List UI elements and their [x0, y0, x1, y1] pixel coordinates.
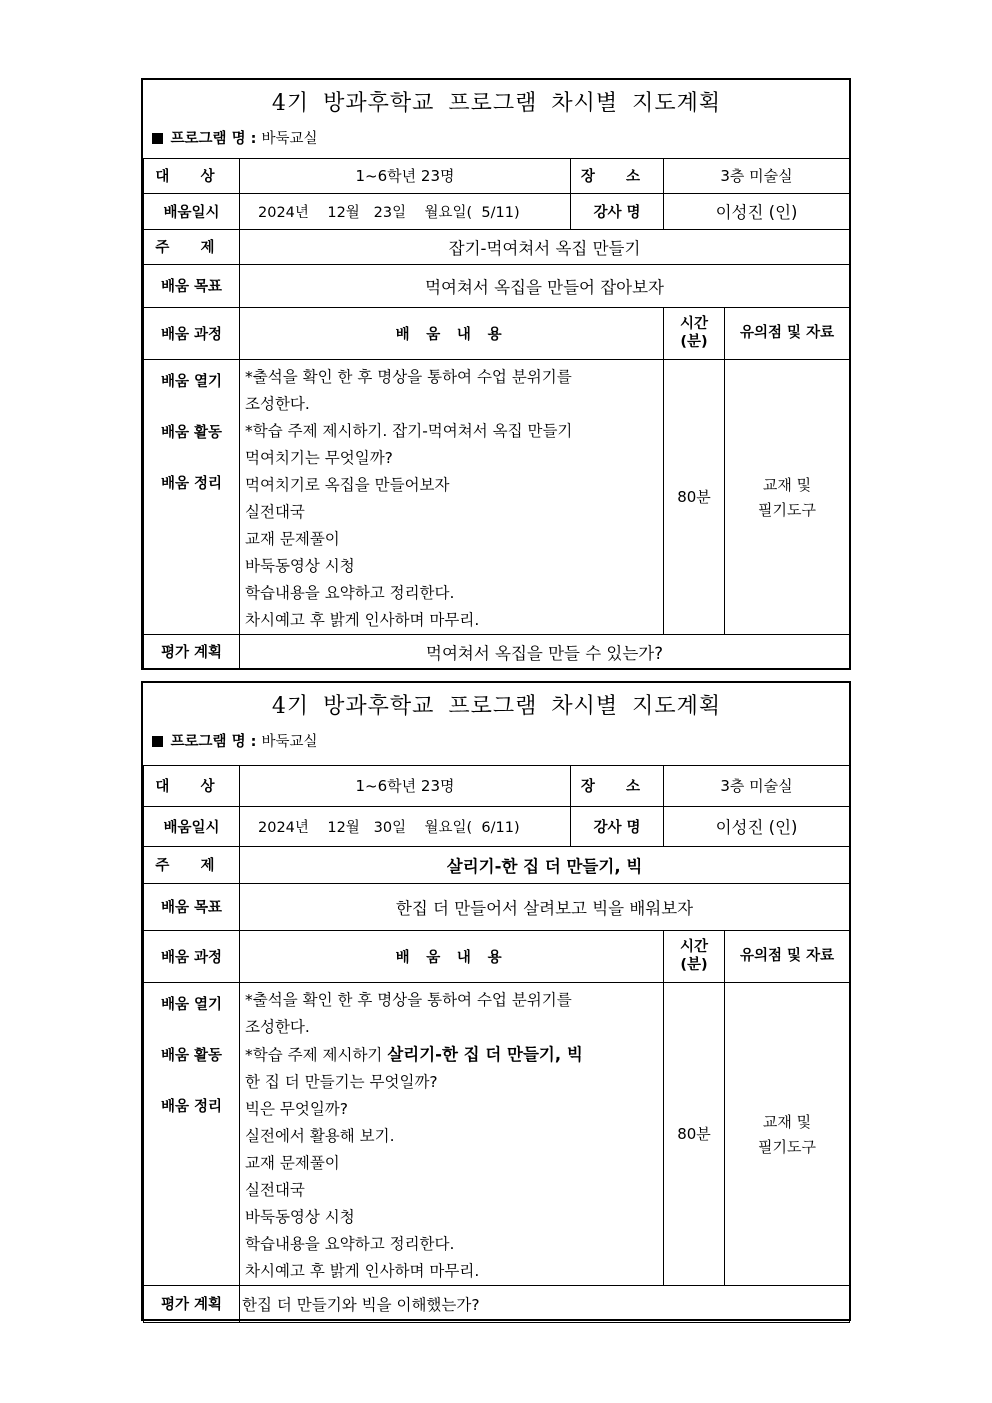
lesson-content-cell	[240, 359, 664, 634]
plan-table	[143, 80, 850, 670]
step-opening: 배움 열기	[160, 996, 223, 1013]
eval-value: 한집 더 만들기와 빅을 이해했는가?	[240, 1285, 850, 1322]
step-closing: 배움 정리	[160, 475, 223, 492]
materials-line: 필기도구	[758, 500, 816, 519]
content-line: 교재 문제풀이	[245, 529, 340, 548]
teacher-label: 강사 명	[571, 806, 664, 846]
content-line: 바둑동영상 시청	[245, 1207, 355, 1226]
materials-cell	[725, 359, 850, 634]
topic-label: 주 제	[144, 229, 240, 264]
place-value: 3층 미술실	[664, 158, 850, 193]
materials-cell	[725, 982, 850, 1285]
materials-line: 교재 및	[762, 475, 812, 494]
document-title: 4기 방과후학교 프로그램 차시별 지도계획	[271, 91, 722, 116]
content-line: 조성한다.	[245, 1017, 310, 1036]
topic-value: 살리기-한 집 더 만들기, 빅	[240, 846, 850, 883]
materials-line: 필기도구	[758, 1137, 816, 1156]
goal-label: 배움 목표	[144, 264, 240, 307]
black-square-icon	[152, 133, 163, 144]
date-label: 배움일시	[144, 193, 240, 229]
content-line: 조성한다.	[245, 394, 310, 413]
eval-label: 평가 계획	[144, 634, 240, 669]
program-name-line	[152, 730, 850, 751]
content-line: 학습내용을 요약하고 정리한다.	[245, 583, 455, 602]
content-line: *학습 주제 제시하기. 잡기-먹여쳐서 옥집 만들기	[245, 421, 573, 440]
place-label: 장 소	[571, 765, 664, 806]
content-line: 학습내용을 요약하고 정리한다.	[245, 1234, 455, 1253]
black-square-icon	[152, 736, 163, 747]
content-line: 실전대국	[245, 502, 305, 521]
time-header: 시간 (분)	[664, 930, 725, 982]
content-line: 차시예고 후 밝게 인사하며 마무리.	[245, 1261, 480, 1280]
content-line: 먹여치기로 옥집을 만들어보자	[245, 475, 450, 494]
place-label: 장 소	[571, 158, 664, 193]
content-line: *출석을 확인 한 후 명상을 통하여 수업 분위기를	[245, 367, 572, 386]
date-label: 배움일시	[144, 806, 240, 846]
topic-value: 잡기-먹여쳐서 옥집 만들기	[240, 229, 850, 264]
program-name-value: 바둑교실	[261, 131, 318, 147]
lesson-plan-2	[141, 681, 851, 1321]
content-header: 배 움 내 용	[240, 307, 664, 359]
content-line: 먹여치기는 무엇일까?	[245, 448, 393, 467]
time-value: 80분	[664, 359, 725, 634]
eval-label: 평가 계획	[144, 1285, 240, 1322]
content-line: 한 집 더 만들기는 무엇일까?	[245, 1072, 438, 1091]
content-line-part: *학습 주제 제시하기	[245, 1045, 388, 1064]
content-line: 바둑동영상 시청	[245, 556, 355, 575]
teacher-label: 강사 명	[571, 193, 664, 229]
step-activity: 배움 활동	[160, 424, 223, 441]
program-name-label: 프로그램 명 :	[170, 131, 257, 147]
document-title: 4기 방과후학교 프로그램 차시별 지도계획	[271, 694, 722, 719]
steps-cell	[144, 982, 240, 1285]
materials-line: 교재 및	[762, 1112, 812, 1131]
goal-value: 한집 더 만들어서 살려보고 빅을 배워보자	[240, 883, 850, 930]
program-name-label: 프로그램 명 :	[170, 734, 257, 750]
process-label: 배움 과정	[144, 307, 240, 359]
process-label: 배움 과정	[144, 930, 240, 982]
time-header: 시간 (분)	[664, 307, 725, 359]
header-cell	[144, 683, 850, 765]
place-value: 3층 미술실	[664, 765, 850, 806]
header-cell	[144, 80, 850, 158]
target-value: 1~6학년 23명	[240, 158, 571, 193]
program-name-value: 바둑교실	[261, 734, 318, 750]
notes-header: 유의점 및 자료	[725, 930, 850, 982]
teacher-value: 이성진 (인)	[664, 193, 850, 229]
content-line	[245, 1041, 663, 1069]
target-label: 대 상	[144, 158, 240, 193]
eval-value: 먹여쳐서 옥집을 만들 수 있는가?	[240, 634, 850, 669]
content-line: *출석을 확인 한 후 명상을 통하여 수업 분위기를	[245, 990, 572, 1009]
date-value: 2024년 12월 23일 월요일( 5/11)	[240, 193, 571, 229]
content-header: 배 움 내 용	[240, 930, 664, 982]
lesson-content-cell	[240, 982, 664, 1285]
teacher-value: 이성진 (인)	[664, 806, 850, 846]
time-value: 80분	[664, 982, 725, 1285]
content-line: 교재 문제풀이	[245, 1153, 340, 1172]
steps-cell	[144, 359, 240, 634]
step-closing: 배움 정리	[160, 1098, 223, 1115]
content-line: 실전에서 활용해 보기.	[245, 1126, 395, 1145]
content-topic-part: 살리기-한 집 더 만들기, 빅	[387, 1044, 583, 1064]
notes-header: 유의점 및 자료	[725, 307, 850, 359]
target-label: 대 상	[144, 765, 240, 806]
goal-label: 배움 목표	[144, 883, 240, 930]
content-line: 빅은 무엇일까?	[245, 1099, 348, 1118]
step-opening: 배움 열기	[160, 373, 223, 390]
content-line: 차시예고 후 밝게 인사하며 마무리.	[245, 610, 480, 629]
topic-label: 주 제	[144, 846, 240, 883]
program-name-line	[152, 127, 850, 148]
goal-value: 먹여쳐서 옥집을 만들어 잡아보자	[240, 264, 850, 307]
plan-table	[143, 683, 850, 1323]
date-value: 2024년 12월 30일 월요일( 6/11)	[240, 806, 571, 846]
target-value: 1~6학년 23명	[240, 765, 571, 806]
lesson-plan-1	[141, 78, 851, 670]
content-line: 실전대국	[245, 1180, 305, 1199]
step-activity: 배움 활동	[160, 1047, 223, 1064]
